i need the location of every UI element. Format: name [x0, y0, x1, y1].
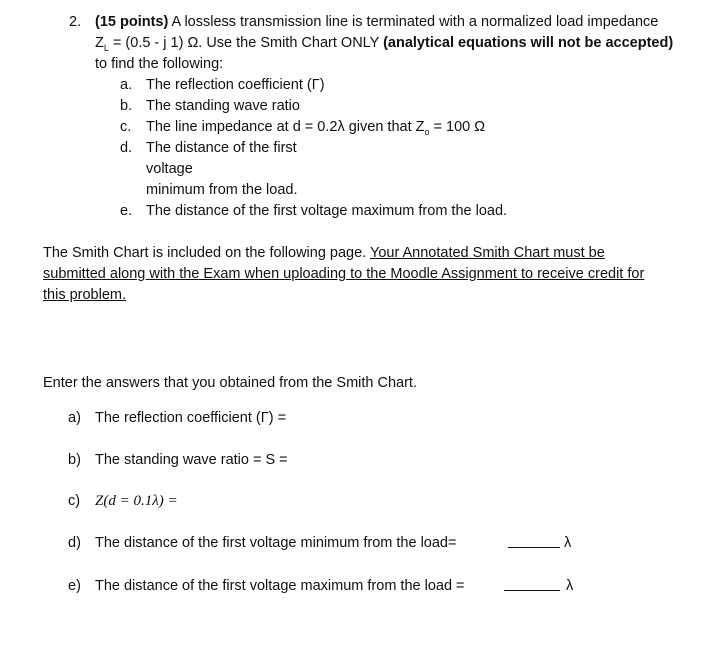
problem-line-1	[95, 12, 658, 32]
answer-c-text: Z(d = 0.1λ) =	[95, 493, 178, 509]
item-b-letter: b.	[120, 98, 133, 114]
item-d-text-2: voltage	[146, 161, 193, 177]
answer-e-unit: λ	[566, 578, 574, 594]
note-underlined-3: this problem.	[43, 287, 127, 303]
note-plain: The Smith Chart is included on the following page.	[43, 245, 370, 261]
answer-a-label: a)	[68, 410, 81, 426]
answer-e-text: The distance of the first voltage maximum from the load =	[95, 578, 465, 594]
answer-a-text: The reflection coefficient (Γ) =	[95, 410, 287, 426]
note-underlined-2: submitted along with the Exam when uploading to the Moodle Assignment to receive credit for	[43, 266, 645, 282]
note-line-1	[43, 243, 605, 263]
answer-d-unit: λ	[564, 535, 572, 551]
answer-b-text: The standing wave ratio = S =	[95, 452, 288, 468]
points-label: (15 points)	[95, 14, 169, 30]
item-c-post: = 100 Ω	[429, 119, 486, 135]
problem-intro: A lossless transmission line is terminated with a normalized load impedance	[171, 14, 659, 30]
answer-d-label: d)	[68, 535, 81, 551]
answers-intro: Enter the answers that you obtained from the Smith Chart.	[43, 375, 417, 391]
item-c-pre: The line impedance at d = 0.2λ given that Z	[146, 119, 425, 135]
item-e-text: The distance of the first voltage maximum from the load.	[146, 203, 508, 219]
load-impedance-text: = (0.5 - j 1) Ω. Use the Smith Chart ONLY	[108, 35, 384, 51]
item-d-text-3: minimum from the load.	[146, 182, 298, 198]
answer-c-label: c)	[68, 493, 81, 509]
item-c-sub: o	[424, 126, 430, 137]
item-d-letter: d.	[120, 140, 133, 156]
answer-b-label: b)	[68, 452, 81, 468]
item-a-text: The reflection coefficient (Γ)	[146, 77, 325, 93]
warning-text: (analytical equations will not be accepted)	[383, 35, 674, 51]
note-underlined-1: Your Annotated Smith Chart must be	[369, 245, 605, 261]
answer-d-text: The distance of the first voltage minimum from the load=	[95, 535, 457, 551]
answer-d-blank[interactable]	[508, 533, 560, 554]
answer-e-label: e)	[68, 578, 81, 594]
item-d-text-1: The distance of the first	[146, 140, 297, 156]
load-symbol: Z	[95, 35, 104, 51]
item-e-letter: e.	[120, 203, 133, 219]
answer-e-blank[interactable]	[504, 576, 560, 597]
item-a-letter: a.	[120, 77, 133, 93]
problem-line-3: to find the following:	[95, 56, 224, 72]
problem-number: 2.	[69, 14, 82, 30]
item-b-text: The standing wave ratio	[146, 98, 300, 114]
load-subscript: L	[103, 42, 109, 53]
item-c-letter: c.	[120, 119, 132, 135]
